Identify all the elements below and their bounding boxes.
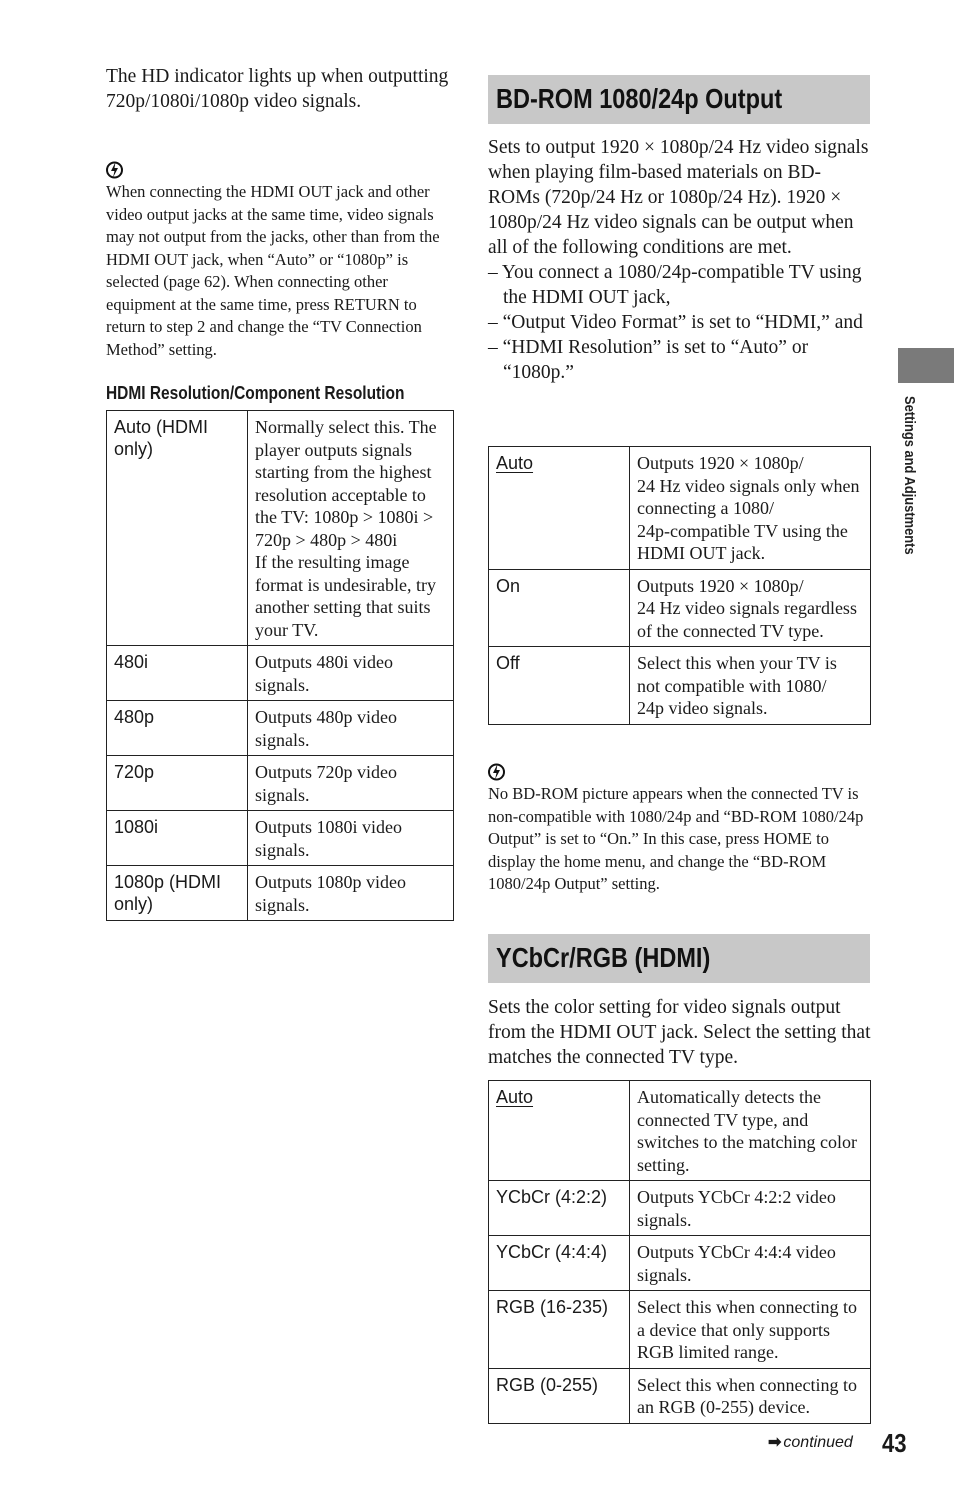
- table-row: [489, 569, 871, 647]
- option-name: [107, 811, 248, 866]
- option-name: [489, 1236, 630, 1291]
- ycbcr-intro: Sets the color setting for video signals output from the HDMI OUT jack. Select the setting that matches the connected TV type.: [488, 997, 871, 1068]
- table-row: [489, 1181, 871, 1236]
- option-description: Outputs 1920 × 1080p/ 24 Hz video signals regardless of the connected TV type.: [630, 569, 871, 647]
- side-tab-text: Settings and Adjustments: [901, 396, 918, 555]
- option-name: [489, 1181, 630, 1236]
- arrow-right-icon: ➡: [768, 1434, 782, 1451]
- condition-item: – You connect a 1080/24p-compatible TV using the HDMI OUT jack,: [488, 262, 862, 308]
- table-row: [489, 1081, 871, 1181]
- condition-item: – “HDMI Resolution” is set to “Auto” or “1080p.”: [488, 337, 809, 383]
- option-name-text: YCbCr (4:4:4): [496, 1242, 608, 1262]
- option-name-text: 1080i: [114, 817, 159, 837]
- table-row: [489, 647, 871, 725]
- option-name-text: RGB (16-235): [496, 1297, 609, 1317]
- option-name: [489, 1291, 630, 1369]
- resolution-table: [106, 410, 454, 921]
- option-name: [107, 701, 248, 756]
- table-row: [107, 411, 454, 646]
- continued-indicator: [768, 1432, 853, 1452]
- option-name-text: 480i: [114, 652, 149, 672]
- bdrom-intro: Sets to output 1920 × 1080p/24 Hz video signals when playing film-based materials on BD-ROMs (720p/24 Hz or 1080p/24 Hz). 1920 × 1080p/24 Hz video signals can be output when all of the following conditions are met.: [488, 137, 869, 258]
- lightning-hint-icon: [106, 160, 123, 179]
- option-description: Outputs YCbCr 4:2:2 video signals.: [630, 1181, 871, 1236]
- section-banner-bdrom: [488, 75, 870, 124]
- hint-note: [106, 160, 458, 361]
- option-name-text: 480p: [114, 707, 155, 727]
- table-row: [489, 447, 871, 570]
- option-name: [489, 569, 630, 647]
- table-row: [489, 1291, 871, 1369]
- option-description: Outputs 1080i video signals.: [248, 811, 454, 866]
- option-name: [489, 1081, 630, 1181]
- table-row: [107, 646, 454, 701]
- ycbcr-options-table: [488, 1080, 871, 1424]
- option-name: [489, 447, 630, 570]
- option-name: [107, 756, 248, 811]
- bdrom-hint-note: [488, 762, 872, 896]
- option-name-text: 720p: [114, 762, 155, 782]
- section-title: BD-ROM 1080/24p Output: [496, 83, 783, 114]
- option-name-text: 1080p (HDMI only): [114, 872, 222, 914]
- option-name: [107, 646, 248, 701]
- lightning-hint-icon: [488, 762, 505, 781]
- bdrom-options-table: [488, 446, 871, 725]
- option-name: [107, 411, 248, 646]
- option-description: Select this when your TV is not compatible with 1080/ 24p video signals.: [630, 647, 871, 725]
- continued-text: continued: [783, 1434, 853, 1451]
- option-name-text: Auto: [496, 453, 534, 473]
- option-name-text: RGB (0-255): [496, 1374, 599, 1395]
- option-name-text: Off: [496, 653, 520, 673]
- hint-text: No BD-ROM picture appears when the connected TV is non-compatible with 1080/24p and “BD-ROM 1080/24p Output” is set to “On.” In this case, press HOME to display the home menu, and change the “BD-ROM 1080/24p Output” setting.: [488, 784, 864, 893]
- option-description: Automatically detects the connected TV type, and switches to the matching color setting.: [630, 1081, 871, 1181]
- section-banner-ycbcr: [488, 934, 870, 983]
- intro-paragraph: The HD indicator lights up when outputting 720p/1080i/1080p video signals.: [106, 66, 449, 112]
- condition-item: – “Output Video Format” is set to “HDMI,” and: [488, 312, 863, 333]
- table-row: [489, 1236, 871, 1291]
- table-heading: HDMI Resolution/Component Resolution: [106, 383, 405, 403]
- option-description: Outputs 1080p video signals.: [248, 866, 454, 921]
- table-row: [107, 756, 454, 811]
- option-description: Outputs 1920 × 1080p/ 24 Hz video signals only when connecting a 1080/ 24p-compatible TV using the HDMI OUT jack.: [630, 447, 871, 570]
- table-row: [107, 701, 454, 756]
- option-name: [107, 866, 248, 921]
- section-title: YCbCr/RGB (HDMI): [496, 942, 711, 973]
- option-name: [489, 647, 630, 725]
- side-tab-label: [901, 396, 925, 606]
- option-description: Outputs 480i video signals.: [248, 646, 454, 701]
- hint-text: When connecting the HDMI OUT jack and other video output jacks at the same time, video signals may not output from the jacks, other than from the HDMI OUT jack, when “Auto” or “1080p” is selected (page 62). When connecting other equipment at the same time, press RETURN to return to step 2 and change the “TV Connection Method” setting.: [106, 182, 440, 359]
- page-number: 43: [882, 1428, 907, 1458]
- option-description: Outputs 480p video signals.: [248, 701, 454, 756]
- option-name-text: YCbCr (4:2:2): [496, 1187, 608, 1207]
- option-description: Normally select this. The player outputs signals starting from the highest resolution acceptable to the TV: 1080p > 1080i > 720p > 480p > 480i If the resulting image format is undesirable, try another setting that suits your TV.: [248, 411, 454, 646]
- bdrom-description: [488, 135, 872, 385]
- table-row: [107, 866, 454, 921]
- table-row: [489, 1368, 871, 1423]
- option-description: Outputs 720p video signals.: [248, 756, 454, 811]
- option-name-text: Auto: [496, 1087, 534, 1107]
- option-name-text: On: [496, 575, 521, 596]
- section-tab-marker: [898, 348, 954, 383]
- option-name: [489, 1368, 630, 1423]
- table-row: [107, 811, 454, 866]
- option-description: Select this when connecting to an RGB (0-255) device.: [630, 1368, 871, 1423]
- option-description: Outputs YCbCr 4:4:4 video signals.: [630, 1236, 871, 1291]
- option-description: Select this when connecting to a device that only supports RGB limited range.: [630, 1291, 871, 1369]
- option-name-text: Auto (HDMI only): [114, 417, 209, 459]
